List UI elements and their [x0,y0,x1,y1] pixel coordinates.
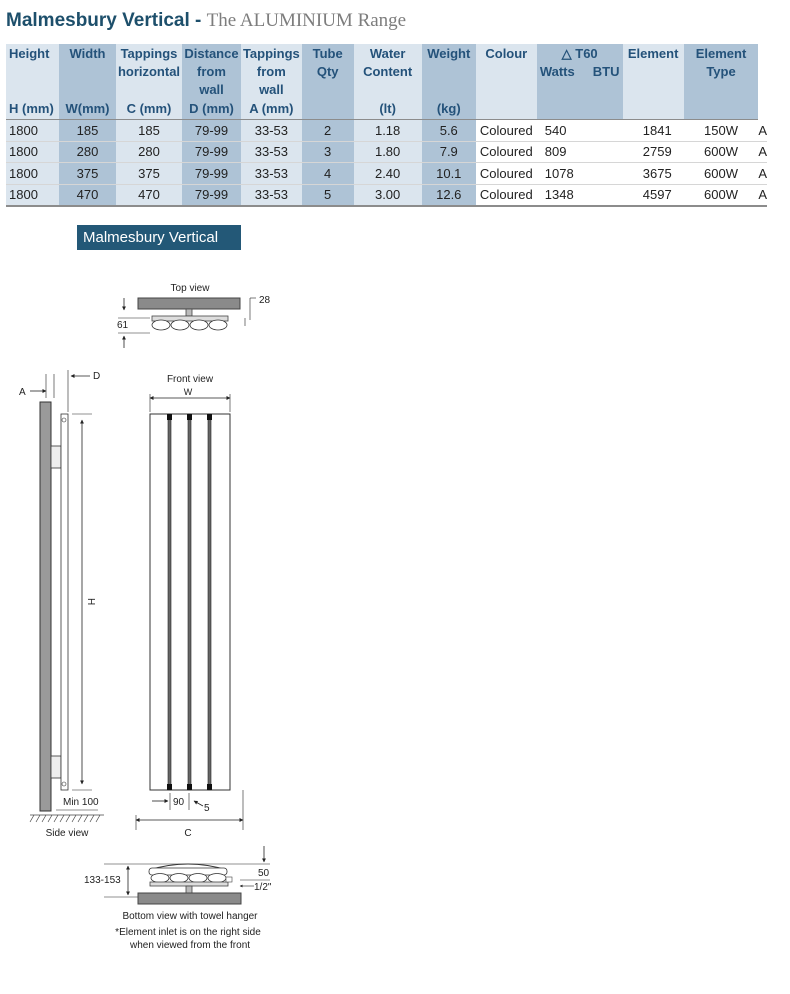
table-cell: 5.6 [422,120,476,142]
table-cell: 4597 [623,184,684,206]
unit-distance: D (mm) [182,99,241,120]
header-tappings-horizontal: Tappings horizontal [116,44,182,99]
table-cell: 3675 [623,163,684,185]
floor-hatch [30,815,104,822]
table-row [6,184,767,206]
unit-t60 [537,99,623,120]
table-cell: 375 [116,163,182,185]
bottom-caption-2: *Element inlet is on the right side [115,927,261,938]
page-title [6,10,406,32]
table-cell: 33-53 [241,141,302,163]
table-cell: 280 [59,141,116,163]
table-cell: A [758,184,767,206]
table-cell: 79-99 [182,120,241,142]
header-element-type: Element Type [684,44,759,99]
header-tube-qty: Tube Qty [302,44,354,99]
top-view [117,283,271,348]
side-bracket-bottom [51,756,61,778]
dim-61: 61 [117,320,129,331]
spec-table [6,44,767,207]
top-view-stem [186,309,192,316]
table-cell: 1078 [537,163,623,185]
header-delta-t60: △ T60 Watts BTU [537,44,623,99]
table-cell: A [758,163,767,185]
top-view-wall-bracket [138,298,240,309]
table-cell: 2 [302,120,354,142]
dim-d: D [93,371,101,382]
table-cell: Coloured [476,120,537,142]
bottom-caption-3: when viewed from the front [129,940,251,951]
front-view-label: Front view [166,374,214,385]
table-cell: Coloured [476,163,537,185]
header-distance-from-wall: Distance from wall [182,44,241,99]
table-cell: 3.00 [354,184,422,206]
table-cell: 150W [684,120,759,142]
table-cell: 600W [684,141,759,163]
side-bracket-top [51,446,61,468]
table-cell: 600W [684,163,759,185]
unit-water: (lt) [354,99,422,120]
table-cell: Coloured [476,184,537,206]
table-cell: 79-99 [182,141,241,163]
dim-5: 5 [204,803,210,814]
dim-133-153: 133-153 [84,875,121,886]
table-cell: 7.9 [422,141,476,163]
table-cell: 5 [302,184,354,206]
table-cell: 33-53 [241,120,302,142]
table-cell: 1.80 [354,141,422,163]
top-view-label: Top view [170,283,210,294]
dim-h: H [85,598,96,606]
side-view [19,370,104,839]
header-width: Width [59,44,116,99]
table-cell: 280 [116,141,182,163]
table-cell: 1348 [537,184,623,206]
unit-element [623,99,684,120]
table-row [6,120,767,142]
table-cell: 2.40 [354,163,422,185]
table-cell: 3 [302,141,354,163]
table-row [6,141,767,163]
table-cell: 12.6 [422,184,476,206]
header-tappings-from-wall: Tappings from wall [242,46,300,97]
unit-tappings-horizontal: C (mm) [116,99,182,120]
unit-colour [476,99,537,120]
table-cell: 375 [59,163,116,185]
side-view-wall [40,402,51,811]
header-weight: Weight [422,44,476,99]
unit-element-type [684,99,759,120]
table-cell: 809 [537,141,623,163]
side-view-radiator [61,414,68,790]
technical-drawing [0,260,790,994]
table-cell: 470 [116,184,182,206]
table-cell: 185 [116,120,182,142]
table-cell: 79-99 [182,184,241,206]
table-cell: 1841 [623,120,684,142]
table-cell: 1800 [6,163,59,185]
header-water-content: Water Content [354,44,422,99]
dim-a: A [19,387,26,398]
unit-weight: (kg) [422,99,476,120]
table-cell: 185 [59,120,116,142]
table-cell: 1800 [6,141,59,163]
dim-w: W [183,387,193,397]
title-subtitle: The ALUMINIUM Range [206,10,407,31]
table-cell: 1800 [6,184,59,206]
side-view-label: Side view [45,828,89,839]
header-element: Element [623,44,684,99]
table-cell: 79-99 [182,163,241,185]
title-main: Malmesbury Vertical - [6,10,202,31]
header-colour: Colour [476,44,537,99]
bottom-view [84,846,272,951]
table-header-row [6,44,767,99]
section-tag: Malmesbury Vertical [77,225,241,250]
table-cell: 10.1 [422,163,476,185]
element-inlet [226,877,232,882]
table-cell: 2759 [623,141,684,163]
top-view-tubes [152,320,227,330]
table-cell: 1.18 [354,120,422,142]
table-cell: 1800 [6,120,59,142]
front-view [136,374,243,839]
dim-half-inch: 1/2" [254,882,272,893]
bottom-view-wall [138,893,241,904]
table-cell: 33-53 [241,184,302,206]
unit-tube [302,99,354,120]
dim-c: C [184,828,192,839]
table-cell: 33-53 [241,163,302,185]
dim-90: 90 [173,797,185,808]
table-cell: Coloured [476,141,537,163]
table-cell: 540 [537,120,623,142]
table-unit-row [6,99,767,120]
table-cell: 4 [302,163,354,185]
table-cell: A [758,141,767,163]
dim-28: 28 [259,295,271,306]
table-cell: 470 [59,184,116,206]
table-row [6,163,767,185]
table-cell: 600W [684,184,759,206]
unit-width: W(mm) [59,99,116,120]
dim-min-100: Min 100 [63,797,99,808]
bottom-caption-1: Bottom view with towel hanger [122,911,258,922]
header-height: Height [6,44,59,99]
dim-50: 50 [258,868,270,879]
unit-height: H (mm) [6,99,59,120]
unit-tappings-wall: A (mm) [241,99,302,120]
table-cell: A [758,120,767,142]
